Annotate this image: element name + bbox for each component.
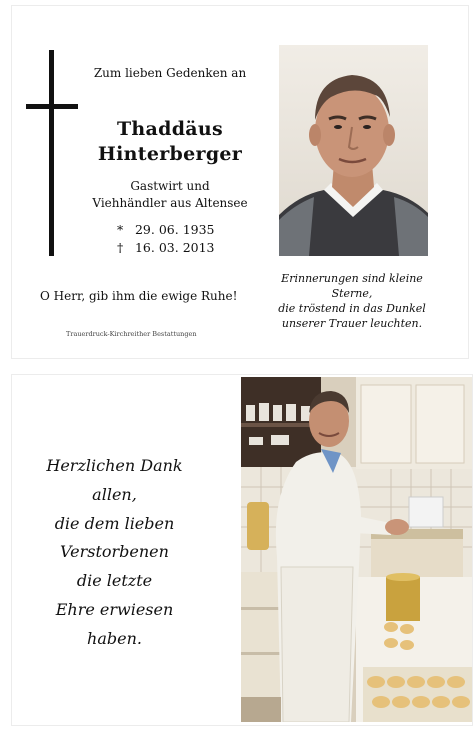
cross-vertical-bar <box>49 50 54 256</box>
thanks-message <box>32 452 197 654</box>
death-date-row <box>117 240 215 255</box>
thanks-line-6: Ehre erwiesen <box>55 599 174 619</box>
occupation-line-2: Viehhändler aus Altensee <box>92 196 248 210</box>
occupation-text <box>80 178 260 212</box>
poem-line-2: die tröstend in das Dunkel <box>278 302 426 315</box>
birth-date: 29. 06. 1935 <box>134 222 215 237</box>
thanks-line-3: die dem lieben <box>54 513 175 533</box>
poem-verse <box>262 271 442 331</box>
thanks-line-4: Verstorbenen <box>60 542 169 562</box>
kitchen-photo <box>241 377 472 722</box>
death-cross-icon: † <box>117 240 124 255</box>
thanks-line-1: Herzlichen Dank <box>46 456 183 475</box>
occupation-line-1: Gastwirt und <box>130 179 210 193</box>
poem-line-3: unserer Trauer leuchten. <box>281 317 423 330</box>
birth-star-icon: * <box>117 222 124 237</box>
deceased-first-name: Thaddäus <box>116 118 224 140</box>
cross-horizontal-bar <box>26 104 78 109</box>
death-date: 16. 03. 2013 <box>134 240 215 255</box>
prayer-text: O Herr, gib ihm die ewige Ruhe! <box>40 289 238 303</box>
portrait-photo <box>279 45 428 256</box>
birth-date-row <box>117 222 215 237</box>
thanks-line-5: die letzte <box>76 571 153 591</box>
deceased-last-name: Hinterberger <box>97 143 243 165</box>
poem-line-1: Erinnerungen sind kleine Sterne, <box>281 272 423 300</box>
thanks-line-7: haben. <box>87 628 142 648</box>
thanks-line-2: allen, <box>92 484 137 504</box>
memorial-heading: Zum lieben Gedenken an <box>93 66 247 80</box>
undertaker-credit: Trauerdruck-Kirchreither Bestattungen <box>66 330 197 338</box>
